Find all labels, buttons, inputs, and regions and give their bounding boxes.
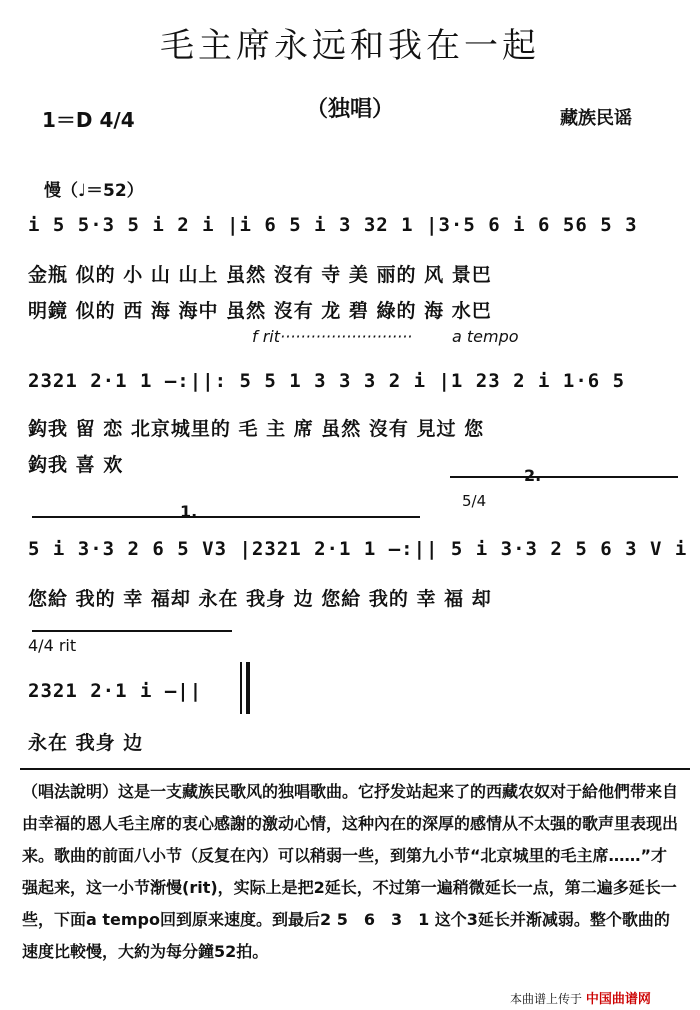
lyrics-line-4: 永在 我身 边 (28, 732, 144, 754)
time-change-mark: 5/4 (462, 492, 487, 510)
performance-notes: （唱法說明）这是一支藏族民歌风的独唱歌曲。它抒发站起来了的西藏农奴对于給他們带来自由幸福的恩人毛主席的衷心感謝的激动心情，这种內在的深厚的感情从不太强的歌声里表现出来。歌曲的前面八小节（反复在內）可以稍弱一些，到第九小节“北京城里的毛主席……”才强起来，这一小节渐慢(rit)，实际上是把2延长，不过第一遍稍微延长一点，第二遍多延长一些，下面a tempo回到原来速度。到最后2 5 6 3 1 这个3延长并渐减弱。整个歌曲的速度比較慢，大約为每分鐘52拍。 (22, 782, 679, 961)
final-barline (240, 662, 242, 714)
lyrics-line-1-verse-1: 金瓶 似的 小 山 山上 虽然 沒有 寺 美 丽的 风 景巴 (28, 264, 492, 286)
final-barline-thick (246, 662, 250, 714)
final-rit-mark: 4/4 rit (28, 636, 77, 655)
lyrics-line-1-verse-2: 明鏡 似的 西 海 海中 虽然 沒有 龙 碧 綠的 海 水巴 (28, 300, 492, 322)
notation-line-4: 2321 2·1 i —|| (28, 680, 203, 702)
final-phrase-bracket (32, 630, 232, 632)
song-source: 藏族民谣 (560, 108, 632, 129)
section-divider (20, 768, 690, 770)
lyrics-line-2-verse-1: 鈎我 留 恋 北京城里的 毛 主 席 虽然 沒有 見过 您 (28, 418, 485, 440)
tempo-marking: 慢（♩＝52） (44, 181, 144, 201)
footer-credit (510, 988, 651, 1007)
site-logo-text: 中国曲谱网 (585, 992, 651, 1007)
notation-line-1: i 5 5·3 5 i 2 i |i 6 5 i 3 32 1 |3·5 6 i 6 56 5 3 (28, 214, 638, 236)
lyrics-line-3: 您給 我的 幸 福却 永在 我身 边 您給 我的 幸 福 却 (28, 588, 492, 610)
lyrics-line-2-verse-2: 鈎我 喜 欢 (28, 454, 124, 476)
second-ending-label: 2. (524, 466, 542, 485)
footer-prefix: 本曲谱上传于 (510, 992, 583, 1006)
song-title: 毛主席永远和我在一起 (160, 26, 540, 66)
first-ending-bracket (32, 516, 420, 518)
notation-line-3: 5 i 3·3 2 6 5 V3 |2321 2·1 1 —:|| 5 i 3·3 2 5 6 3 V i (28, 538, 688, 560)
a-tempo-mark: a tempo (452, 327, 519, 346)
ritardando-mark: f rit·························· (252, 327, 413, 346)
notation-line-2: 2321 2·1 1 —:||: 5 5 1 3 3 3 2 i |1 23 2 i 1·6 5 (28, 370, 626, 392)
song-subtitle: （独唱） (305, 97, 394, 122)
key-signature: 1＝D 4/4 (42, 108, 135, 132)
first-ending-label: 1. (180, 502, 198, 521)
second-ending-bracket (450, 476, 678, 478)
